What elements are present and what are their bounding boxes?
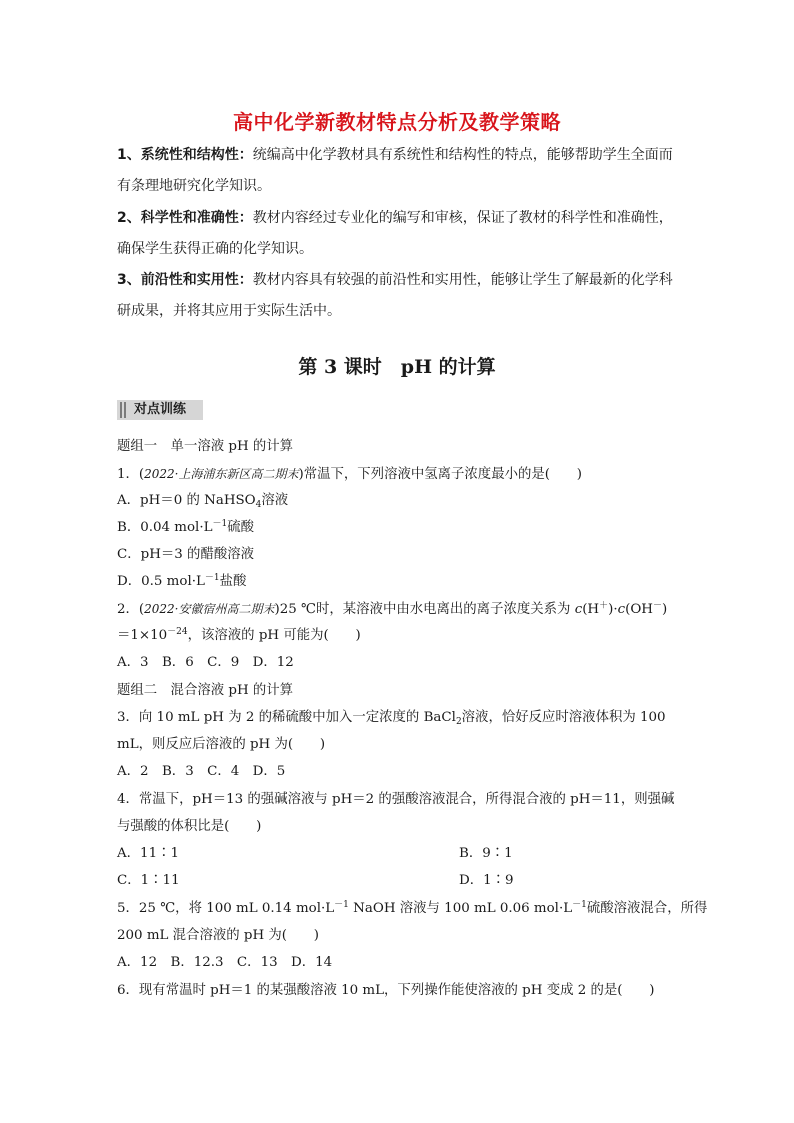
section-tag — [117, 400, 203, 420]
question-1-option-d: D．0.5 $mol\cdot L^{-1}$盐酸 — [117, 573, 247, 589]
question-5-stem-line-2: 200 mL 混合溶液的 pH 为( ) — [117, 928, 319, 943]
question-5-stem: 5．25 ℃，将 100 mL 0.14 $mol\cdot L^{-1}$ NaOH 溶液与 100 mL 0.06 $mol\cdot L^{-1}$硫酸溶液混合，所得 — [117, 900, 708, 916]
intro-point-3-label: 3、前沿性和实用性： — [117, 272, 253, 288]
lesson-title: 第 3 课时 pH 的计算 — [298, 356, 496, 378]
question-3-stem-line-2: mL，则反应后溶液的 pH 为( ) — [117, 737, 326, 752]
question-4-stem: 4．常温下，pH＝13 的强碱溶液与 pH＝2 的强酸溶液混合，所得混合液的 pH＝11，则强碱 — [117, 792, 675, 807]
question-1-option-c: C．pH＝3 的醋酸溶液 — [117, 547, 255, 562]
question-1-option-a: A．pH＝0 的 NaHSO$_4$溶液 — [117, 493, 289, 510]
intro-paragraph-2-line-2: 确保学生获得正确的化学知识。 — [117, 241, 313, 257]
question-1-option-b: B．0.04 $mol\cdot L^{-1}$硫酸 — [117, 519, 255, 535]
question-5-options: A．12 B．12.3 C．13 D．14 — [117, 955, 333, 970]
question-1-source: 2022·上海浦东新区高二期末 — [144, 467, 299, 481]
question-4-option-d: D．1∶9 — [459, 873, 514, 888]
question-6-stem: 6．现有常温时 pH＝1 的某强酸溶液 10 mL，下列操作能使溶液的 pH 变成 2 的是( ) — [117, 983, 655, 998]
page-title: 高中化学新教材特点分析及教学策略 — [233, 110, 561, 134]
question-4-options-row-2 — [117, 871, 514, 891]
group-2-heading: 题组二 混合溶液 pH 的计算 — [117, 683, 294, 698]
question-3-options: A．2 B．3 C．4 D．5 — [117, 764, 286, 779]
intro-paragraph-2-line-1 — [117, 208, 673, 228]
intro-paragraph-1-line-2: 有条理地研究化学知识。 — [117, 178, 271, 194]
question-4-option-b: B．9∶1 — [459, 846, 513, 861]
intro-point-3-text: 教材内容具有较强的前沿性和实用性，能够让学生了解最新的化学科 — [252, 272, 673, 288]
question-4-stem-line-2: 与强酸的体积比是( ) — [117, 819, 262, 834]
question-3-stem: 3．向 10 mL pH 为 2 的稀硫酸中加入一定浓度的 BaCl$_2$溶液，恰好反应时溶液体积为 100 — [117, 710, 666, 727]
question-2-source: 2022·安徽宿州高二期末 — [144, 602, 275, 616]
intro-point-2-label: 2、科学性和准确性： — [117, 210, 253, 226]
tag-bar-icon — [124, 402, 126, 418]
question-2-options: A．3 B．6 C．9 D．12 — [117, 655, 294, 670]
tag-bar-icon — [120, 402, 122, 418]
intro-point-1-label: 1、系统性和结构性： — [117, 147, 253, 163]
intro-point-2-text: 教材内容经过专业化的编写和审核，保证了教材的科学性和准确性， — [252, 210, 673, 226]
intro-paragraph-3-line-2: 研成果，并将其应用于实际生活中。 — [117, 303, 341, 319]
intro-paragraph-3-line-1 — [117, 270, 673, 290]
intro-point-1-text: 统编高中化学教材具有系统性和结构性的特点，能够帮助学生全面而 — [252, 147, 673, 163]
question-2-stem-line-2: $=1\times 10^{-24}$，该溶液的 pH 可能为( ) — [117, 627, 361, 643]
question-4-option-c: C．1∶11 — [117, 873, 180, 888]
question-1-stem: 1．(2022·上海浦东新区高二期末)常温下，下列溶液中氢离子浓度最小的是( ) — [117, 467, 582, 482]
intro-paragraph-1-line-1 — [117, 145, 673, 165]
section-tag-label: 对点训练 — [134, 402, 187, 417]
question-2-stem: 2．(2022·安徽宿州高二期末)25 ℃时，某溶液中由水电离出的离子浓度关系为 c(H＋)·c(OH－) — [117, 601, 668, 617]
question-4-options-row-1 — [117, 844, 513, 864]
group-1-heading: 题组一 单一溶液 pH 的计算 — [117, 439, 294, 454]
question-4-option-a: A．11∶1 — [117, 846, 180, 861]
